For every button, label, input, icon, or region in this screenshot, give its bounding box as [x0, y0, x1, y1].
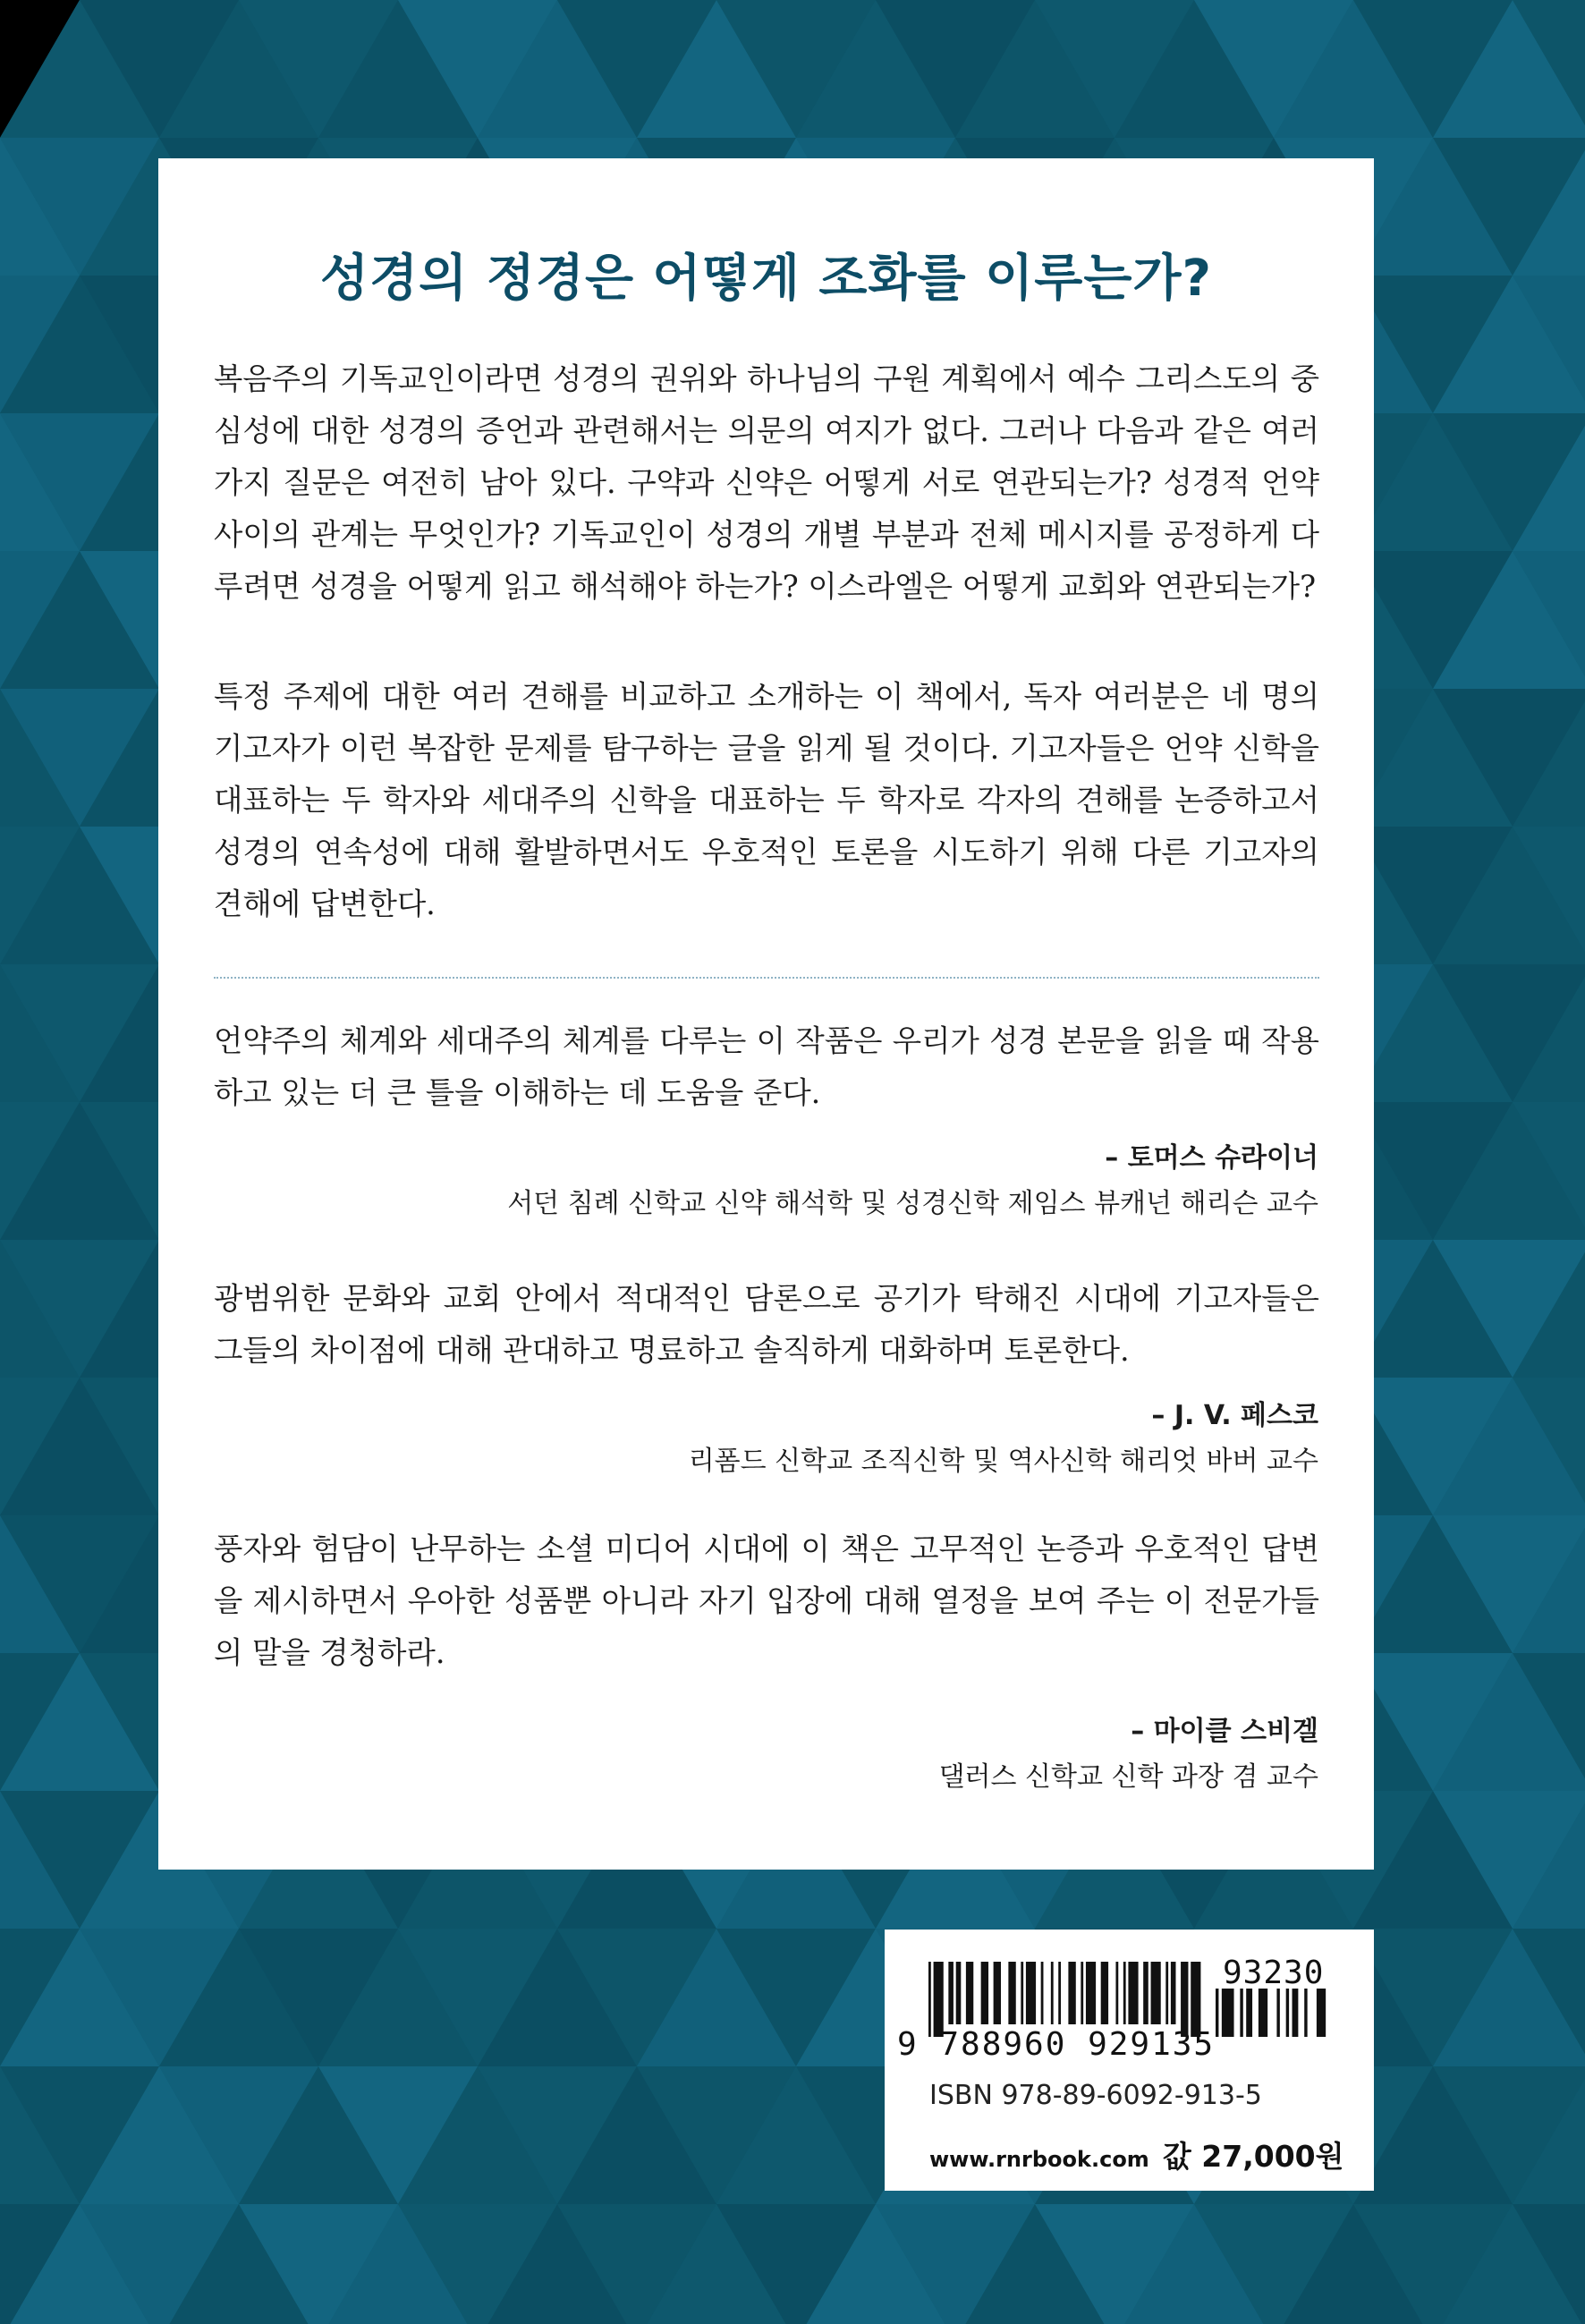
barcode-bar	[1240, 1989, 1242, 2037]
barcode-bar	[1304, 1989, 1307, 2037]
barcode-bar	[1246, 1989, 1252, 2037]
publisher-price-line	[929, 2133, 1344, 2176]
barcode-bar	[1143, 1962, 1148, 2024]
barcode-bar	[1051, 1962, 1054, 2024]
back-cover-text-panel	[158, 158, 1374, 1870]
barcode-bar	[1165, 1962, 1168, 2024]
barcode-bar	[1151, 1962, 1161, 2024]
ean-number: 9 788960 929135	[897, 2026, 1216, 2063]
endorsement-quote-1: 언약주의 체계와 세대주의 체계를 다루는 이 작품은 우리가 성경 본문을 읽을 때 작용하고 있는 더 큰 틀을 이해하는 데 도움을 준다.	[214, 1023, 1319, 1110]
barcode-bar	[981, 1962, 988, 2024]
dotted-divider	[214, 977, 1319, 979]
barcode-bar	[1081, 1962, 1083, 2024]
barcode-bar	[1317, 1989, 1326, 2037]
endorser-title-3: 댈러스 신학교 신학 과장 겸 교수	[938, 1761, 1318, 1793]
website-url[interactable]: www.rnrbook.com	[929, 2147, 1149, 2172]
barcode-bar	[1086, 1962, 1096, 2024]
barcode-label	[885, 1930, 1374, 2191]
barcode-bar	[1123, 1962, 1126, 2024]
intro-paragraph-2: 특정 주제에 대한 여러 견해를 비교하고 소개하는 이 책에서, 독자 여러분은 네 명의 기고자가 이런 복잡한 문제를 탐구하는 글을 읽게 될 것이다. 기고자들은 언약 신학을 대표하는 두 학자와 세대주의 신학을 대표하는 두 학자로 각자의 견해를 논증하고서 성경의 연속성에 대해 활발하면서도 우호적인 토론을 시도하기 위해 다른 기고자의 견해에 답변한다.	[214, 679, 1319, 921]
endorser-title-1: 서던 침례 신학교 신약 해석학 및 성경신학 제임스 뷰캐넌 해리슨 교수	[507, 1188, 1318, 1219]
endorser-name-3: – 마이클 스비겔	[1131, 1716, 1318, 1747]
barcode-bar	[1222, 1989, 1234, 2037]
endorser-name-1: – 토머스 슈라이너	[1105, 1142, 1318, 1174]
barcode-bar	[1026, 1962, 1036, 2024]
barcode-bar	[1068, 1962, 1075, 2024]
barcode-bar	[1058, 1962, 1061, 2024]
barcode-bar	[1216, 1989, 1218, 2037]
endorser-name-2: – J. V. 페스코	[1151, 1400, 1318, 1431]
price: 값 27,000원	[1162, 2139, 1344, 2174]
barcode-bar	[1021, 1962, 1023, 2024]
barcode-bar	[948, 1962, 954, 2024]
endorser-title-2: 리폼드 신학교 조직신학 및 역사신학 해리엇 바버 교수	[688, 1446, 1318, 1477]
barcode-bar	[1128, 1962, 1138, 2024]
barcode-bar	[1101, 1962, 1108, 2024]
barcode-bar	[956, 1962, 962, 2024]
endorsement-quote-3: 풍자와 험담이 난무하는 소셜 미디어 시대에 이 책은 고무적인 논증과 우호적인 답변을 제시하면서 우아한 성품뿐 아니라 자기 입장에 대해 열정을 보여 주는 이 전문가들의 말을 경청하라.	[214, 1531, 1319, 1670]
barcode-bar	[1286, 1989, 1289, 2037]
barcode-bar	[1115, 1962, 1118, 2024]
barcode-bar	[994, 1962, 1001, 2024]
barcode-bar	[1259, 1989, 1267, 2037]
endorsement-quote-2: 광범위한 문화와 교회 안에서 적대적인 담론으로 공기가 탁해진 시대에 기고자들은 그들의 차이점에 대해 관대하고 명료하고 솔직하게 대화하며 토론한다.	[214, 1281, 1319, 1368]
barcode-bar	[1276, 1989, 1279, 2037]
barcode-bar	[1171, 1962, 1176, 2024]
barcode-bar	[1293, 1989, 1299, 2037]
barcode-bar	[1041, 1962, 1044, 2024]
headline: 성경의 정경은 어떻게 조화를 이루는가?	[319, 250, 1212, 308]
intro-paragraph-1: 복음주의 기독교인이라면 성경의 권위와 하나님의 구원 계획에서 예수 그리스도의 중심성에 대한 성경의 증언과 관련해서는 의문의 여지가 없다. 그러나 다음과 같은 여러 가지 질문은 여전히 남아 있다. 구약과 신약은 어떻게 서로 연관되는가? 성경적 언약 사이의 관계는 무엇인가? 기독교인이 성경의 개별 부분과 전체 메시지를 공정하게 다루려면 성경을 어떻게 읽고 해석해야 하는가? 이스라엘은 어떻게 교회와 연관되는가?	[214, 361, 1319, 604]
add-on-barcode	[1216, 1989, 1332, 2037]
barcode-bar	[966, 1962, 973, 2024]
barcode-bar	[1008, 1962, 1015, 2024]
add-on-code: 93230	[1223, 1955, 1325, 1991]
isbn: ISBN 978-89-6092-913-5	[929, 2080, 1262, 2111]
